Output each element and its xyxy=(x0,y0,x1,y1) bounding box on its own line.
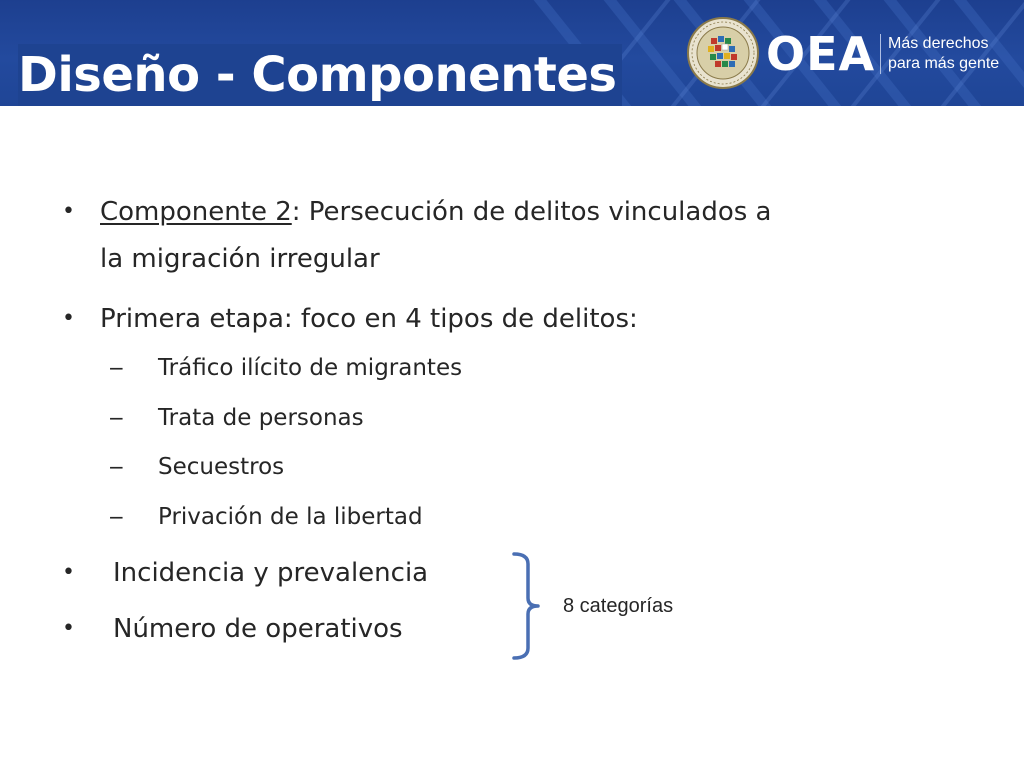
bullet-item-first-stage: Primera etapa: foco en 4 tipos de delitos: xyxy=(100,304,638,334)
dash-marker: − xyxy=(108,406,125,430)
dash-marker: − xyxy=(108,505,125,529)
sub-item: Trata de personas xyxy=(158,405,364,431)
component-text-line-2: la migración irregular xyxy=(100,244,380,274)
tagline-line-2: para más gente xyxy=(888,55,1000,72)
sub-item: Tráfico ilícito de migrantes xyxy=(158,355,463,381)
bullet-marker: • xyxy=(62,199,75,224)
bullet-marker: • xyxy=(62,560,75,585)
component-label: Componente 2 xyxy=(100,197,292,227)
bullet-item-operations: Número de operativos xyxy=(113,614,403,644)
sub-item: Privación de la libertad xyxy=(158,504,423,530)
right-brace-icon xyxy=(508,550,548,662)
bullet-marker: • xyxy=(62,306,75,331)
sub-item: Secuestros xyxy=(158,454,285,480)
bullet-item-incidence: Incidencia y prevalencia xyxy=(113,558,429,588)
categories-annotation: 8 categorías xyxy=(563,595,674,617)
slide-title: Diseño - Componentes xyxy=(18,44,622,106)
bullet-marker: • xyxy=(62,616,75,641)
component-text-line-1: : Persecución de delitos vinculados a xyxy=(291,197,772,227)
tagline-line-1: Más derechos xyxy=(888,35,989,52)
dash-marker: − xyxy=(108,356,125,380)
brand-name: OEA xyxy=(766,27,876,81)
bullet-item-component-2 xyxy=(100,195,772,229)
dash-marker: − xyxy=(108,455,125,479)
